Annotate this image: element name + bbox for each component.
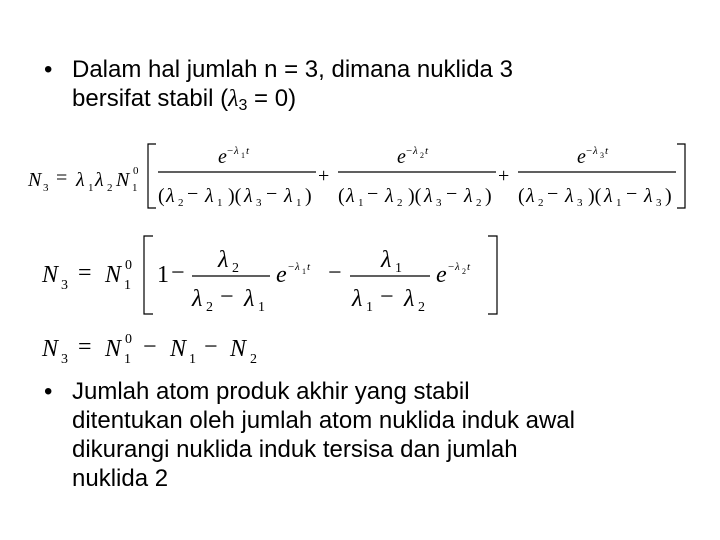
svg-text:=: = <box>78 260 92 286</box>
svg-text:λ: λ <box>593 145 598 157</box>
svg-text:3: 3 <box>61 352 68 367</box>
svg-text:λ: λ <box>385 185 394 207</box>
svg-text:λ: λ <box>346 185 355 207</box>
svg-text:1: 1 <box>157 262 169 288</box>
svg-text:−: − <box>288 261 295 273</box>
svg-text:3: 3 <box>656 197 662 209</box>
svg-text:λ: λ <box>166 185 175 207</box>
svg-text:t: t <box>246 145 250 157</box>
svg-text:2: 2 <box>397 197 403 209</box>
svg-text:λ: λ <box>284 185 293 207</box>
svg-text:1: 1 <box>88 182 94 194</box>
svg-text:1: 1 <box>241 151 245 160</box>
svg-text:e: e <box>436 262 447 288</box>
svg-text:2: 2 <box>178 197 184 209</box>
svg-text:λ: λ <box>244 286 255 312</box>
svg-text:t: t <box>425 145 429 157</box>
svg-text:−: − <box>448 261 455 273</box>
svg-text:−: − <box>204 334 218 360</box>
svg-text:λ: λ <box>352 286 363 312</box>
svg-text:N: N <box>170 336 187 362</box>
svg-text:λ: λ <box>424 185 433 207</box>
svg-text:−: − <box>547 183 559 205</box>
svg-text:1: 1 <box>124 278 131 293</box>
svg-text:)(: )( <box>588 185 602 207</box>
svg-text:1: 1 <box>395 261 402 276</box>
svg-text:1: 1 <box>258 300 265 315</box>
svg-text:−: − <box>143 334 157 360</box>
svg-text:t: t <box>307 261 311 273</box>
svg-text:=: = <box>56 167 68 189</box>
svg-text:−: − <box>187 183 199 205</box>
svg-text:1: 1 <box>189 352 196 367</box>
svg-text:e: e <box>276 262 287 288</box>
svg-text:N: N <box>42 336 59 362</box>
svg-text:N: N <box>230 336 247 362</box>
svg-text:λ: λ <box>95 169 104 191</box>
svg-text:+: + <box>498 165 510 187</box>
svg-text:): ) <box>485 185 492 207</box>
svg-text:λ: λ <box>381 247 392 273</box>
svg-text:−: − <box>367 183 379 205</box>
svg-text:e: e <box>397 146 406 168</box>
svg-text:=: = <box>78 334 92 360</box>
svg-text:2: 2 <box>418 300 425 315</box>
svg-text:−: − <box>626 183 638 205</box>
svg-text:λ: λ <box>413 145 418 157</box>
svg-text:0: 0 <box>125 332 132 347</box>
svg-text:N: N <box>42 262 59 288</box>
svg-text:λ: λ <box>205 185 214 207</box>
svg-text:0: 0 <box>133 165 139 177</box>
svg-text:t: t <box>467 261 471 273</box>
svg-text:1: 1 <box>358 197 364 209</box>
svg-text:λ: λ <box>295 261 300 273</box>
bullet-1-line-1: Dalam hal jumlah n = 3, dimana nuklida 3 <box>72 56 513 83</box>
svg-text:2: 2 <box>476 197 482 209</box>
svg-text:−: − <box>220 284 234 310</box>
svg-text:(: ( <box>158 185 165 207</box>
svg-text:2: 2 <box>538 197 544 209</box>
svg-text:λ: λ <box>76 169 85 191</box>
svg-text:N: N <box>28 169 42 191</box>
svg-text:λ: λ <box>192 286 203 312</box>
svg-text:t: t <box>605 145 609 157</box>
svg-text:1: 1 <box>217 197 223 209</box>
svg-text:λ: λ <box>404 286 415 312</box>
svg-text:e: e <box>577 146 586 168</box>
bullet-marker: • <box>44 378 53 405</box>
svg-text:λ: λ <box>565 185 574 207</box>
svg-text:λ: λ <box>455 261 460 273</box>
svg-text:(: ( <box>518 185 525 207</box>
svg-text:N: N <box>105 336 122 362</box>
svg-text:1: 1 <box>302 267 306 276</box>
svg-text:1: 1 <box>296 197 302 209</box>
svg-text:3: 3 <box>43 182 49 194</box>
svg-text:0: 0 <box>125 258 132 273</box>
svg-text:−: − <box>266 183 278 205</box>
bullet-2-line-4: nuklida 2 <box>72 465 169 492</box>
bullet-marker: • <box>44 56 53 83</box>
svg-text:N: N <box>105 262 122 288</box>
bullet-2-line-1: Jumlah atom produk akhir yang stabil <box>72 378 470 405</box>
svg-text:λ: λ <box>234 145 239 157</box>
svg-text:)(: )( <box>408 185 422 207</box>
svg-text:3: 3 <box>600 151 604 160</box>
svg-text:+: + <box>318 165 330 187</box>
svg-text:−: − <box>380 284 394 310</box>
svg-text:−: − <box>406 145 413 157</box>
svg-text:λ: λ <box>464 185 473 207</box>
svg-text:−: − <box>586 145 593 157</box>
svg-text:e: e <box>218 146 227 168</box>
svg-text:1: 1 <box>124 352 131 367</box>
svg-text:N: N <box>116 169 130 191</box>
svg-text:−: − <box>171 260 185 286</box>
svg-text:1: 1 <box>132 182 138 194</box>
svg-text:2: 2 <box>462 267 466 276</box>
svg-text:λ: λ <box>244 185 253 207</box>
svg-text:2: 2 <box>232 261 239 276</box>
svg-text:λ: λ <box>644 185 653 207</box>
bullet-2-line-2: ditentukan oleh jumlah atom nuklida induk awal <box>72 407 575 434</box>
svg-text:3: 3 <box>436 197 442 209</box>
svg-text:2: 2 <box>250 352 257 367</box>
svg-text:λ: λ <box>218 247 229 273</box>
svg-text:λ: λ <box>526 185 535 207</box>
bullet-2-text <box>72 377 575 493</box>
svg-text:−: − <box>446 183 458 205</box>
svg-text:3: 3 <box>577 197 583 209</box>
svg-text:−: − <box>328 260 342 286</box>
svg-text:3: 3 <box>256 197 262 209</box>
bullet-1-line-2: bersifat stabil $(\lambda_3 = 0)$ <box>72 85 297 114</box>
svg-text:)(: )( <box>228 185 242 207</box>
svg-text:1: 1 <box>616 197 622 209</box>
svg-text:2: 2 <box>206 300 213 315</box>
svg-text:): ) <box>665 185 672 207</box>
svg-text:2: 2 <box>420 151 424 160</box>
svg-text:(: ( <box>338 185 345 207</box>
bullet-2-line-3: dikurangi nuklida induk tersisa dan jumlah <box>72 436 518 463</box>
svg-text:): ) <box>305 185 312 207</box>
svg-text:2: 2 <box>107 182 113 194</box>
svg-text:3: 3 <box>61 278 68 293</box>
svg-text:λ: λ <box>604 185 613 207</box>
svg-text:1: 1 <box>366 300 373 315</box>
svg-text:−: − <box>227 145 234 157</box>
